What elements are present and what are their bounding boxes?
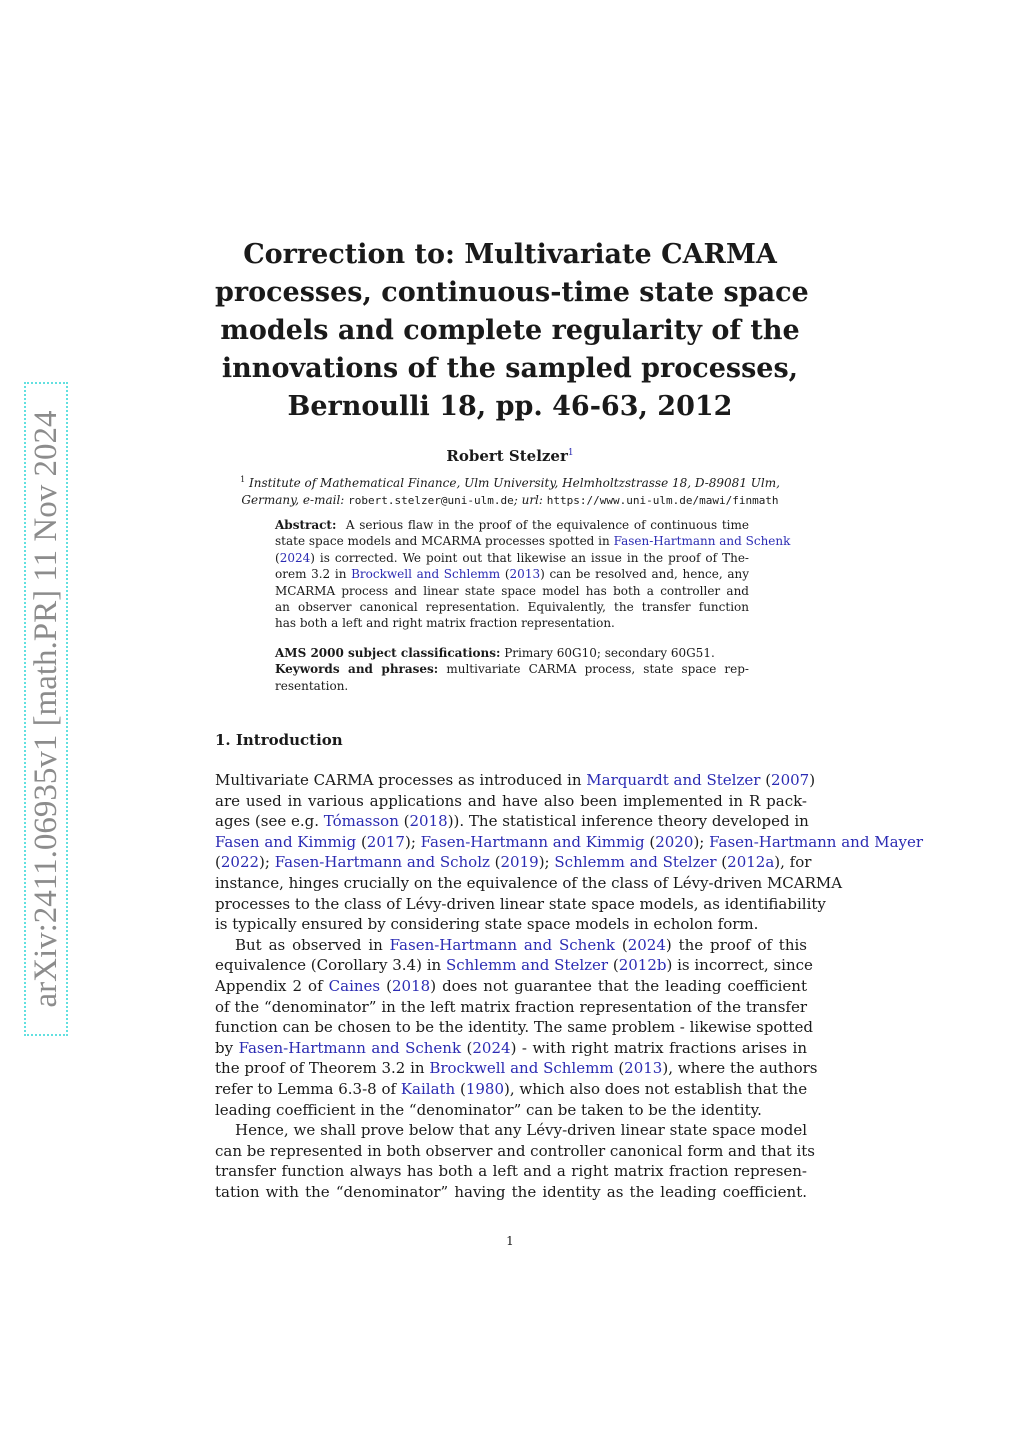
citation-year-link[interactable]: 1980 <box>465 1079 505 1098</box>
citation-link[interactable]: Fasen-Hartmann and Schenk <box>613 534 791 549</box>
citation-year-link[interactable]: 2019 <box>500 853 539 872</box>
affiliation-marker: 1 <box>240 475 246 484</box>
paper-title <box>215 236 809 426</box>
body-text: ); <box>259 853 275 872</box>
abstract-label: Abstract: <box>275 518 337 532</box>
citation-link[interactable]: Caines <box>328 976 381 995</box>
body-text: ); <box>538 853 555 872</box>
citation-link[interactable]: Fasen-Hartmann and Schenk <box>238 1038 462 1057</box>
author-affiliation-marker[interactable]: 1 <box>567 448 574 458</box>
body-text: can be represented in both observer and controller canonical form and that its <box>215 1141 815 1160</box>
citation-year-link[interactable]: 2012b <box>618 956 667 975</box>
author <box>215 443 805 466</box>
abstract-text: an observer canonical representation. Equivalently, the transfer function <box>275 600 749 615</box>
citation-link[interactable]: Fasen and Kimmig <box>215 832 357 851</box>
body-text: ( <box>716 853 728 872</box>
body-text: ( <box>455 1079 466 1098</box>
body-text: Multivariate CARMA processes as introduced in <box>215 771 587 789</box>
body-text: )). The statistical inference theory developed in <box>447 812 809 831</box>
title-line: innovations of the sampled processes, <box>221 353 799 384</box>
abstract-text: state space models and MCARMA processes spotted in <box>275 534 614 549</box>
citation-year-link[interactable]: 2018 <box>409 812 448 831</box>
keywords-label: Keywords and phrases: <box>275 662 439 677</box>
keywords-value: multivariate CARMA process, state space rep- <box>438 662 749 677</box>
body-text: ) does not guarantee that the leading coefficient <box>430 976 807 995</box>
body-text: ( <box>489 853 501 872</box>
citation-year-link[interactable]: 2007 <box>771 771 810 789</box>
body-text: Appendix 2 of <box>215 976 329 995</box>
citation-year-link[interactable]: 2022 <box>220 853 260 872</box>
body-text: leading coefficient in the “denominator” can be taken to be the identity. <box>215 1100 762 1119</box>
affiliation-line: Institute of Mathematical Finance, Ulm University, Helmholtzstrasse 18, D-89081 Ulm, <box>248 476 780 490</box>
citation-link[interactable]: Tómasson <box>323 812 399 831</box>
body-text: ); <box>693 832 710 851</box>
citation-year-link[interactable]: 2018 <box>392 976 431 995</box>
body-text: ( <box>356 832 367 851</box>
keywords-value: resentation. <box>275 678 349 693</box>
citation-year-link[interactable]: 2012a <box>727 853 775 872</box>
title-line: models and complete regularity of the <box>220 315 800 346</box>
body-text: refer to Lemma 6.3-8 of <box>215 1079 401 1098</box>
abstract <box>275 517 791 632</box>
title-line: Bernoulli 18, pp. 46-63, 2012 <box>287 391 733 422</box>
body-text: tation with the “denominator” having the identity as the leading coefficient. <box>215 1182 807 1201</box>
affiliation <box>215 471 805 509</box>
body-text: is typically ensured by considering state space models in echolon form. <box>215 915 759 934</box>
body-text: the proof of Theorem 3.2 in <box>215 1059 430 1078</box>
author-email-link[interactable]: robert.stelzer@uni-ulm.de <box>348 494 514 507</box>
citation-link[interactable]: Fasen-Hartmann and Mayer <box>709 832 924 851</box>
body-text: instance, hinges crucially on the equivalence of the class of Lévy-driven MCARMA <box>215 873 843 892</box>
citation-link[interactable]: Marquardt and Stelzer <box>586 771 761 789</box>
body-text: ); <box>404 832 421 851</box>
body-text: ), which also does not establish that the <box>504 1079 808 1098</box>
body-text: ( <box>608 956 619 975</box>
body-text: processes to the class of Lévy-driven linear state space models, as identifiability <box>215 894 826 913</box>
body-text: ) is incorrect, since <box>666 956 813 975</box>
body-text: ( <box>380 976 392 995</box>
body-text: ( <box>644 832 656 851</box>
body-text: ( <box>760 771 772 789</box>
citation-link[interactable]: Fasen-Hartmann and Kimmig <box>420 832 645 851</box>
body-text: But as observed in <box>235 935 390 954</box>
page-number: 1 <box>506 1234 514 1248</box>
body-text: function can be chosen to be the identity. The same problem - likewise spotted <box>215 1018 814 1037</box>
abstract-text: ( <box>500 567 510 582</box>
title-line: Correction to: Multivariate CARMA <box>243 239 777 270</box>
body-text: ), where the authors <box>662 1059 818 1078</box>
abstract-text: ) is corrected. We point out that likewise an issue in the proof of The- <box>310 550 749 565</box>
citation-year-link[interactable]: 2013 <box>624 1059 663 1078</box>
body-text: ), for <box>774 853 812 872</box>
body-text: by <box>215 1038 239 1057</box>
citation-year-link[interactable]: 2017 <box>366 832 405 851</box>
affiliation-email-label: Germany, e-mail: <box>241 493 349 507</box>
body-text: ( <box>461 1038 473 1057</box>
citation-link[interactable]: Schlemm and Stelzer <box>445 956 609 975</box>
citation-year-link[interactable]: 2024 <box>627 935 666 954</box>
abstract-text: MCARMA process and linear state space model has both a controller and <box>275 583 749 598</box>
citation-link[interactable]: Brockwell and Schlemm <box>429 1059 614 1078</box>
affiliation-url-label: ; url: <box>513 493 547 507</box>
abstract-text: has both a left and right matrix fraction representation. <box>275 616 615 631</box>
body-text: ( <box>215 853 221 872</box>
citation-link[interactable]: Schlemm and Stelzer <box>554 853 717 872</box>
body-text: equivalence (Corollary 3.4) in <box>215 956 446 975</box>
citation-link[interactable]: Kailath <box>400 1079 456 1098</box>
ams-value: Primary 60G10; secondary 60G51. <box>500 646 715 660</box>
abstract-text: A serious flaw in the proof of the equivalence of continuous time <box>345 518 749 532</box>
body-text: ( <box>613 1059 625 1078</box>
title-line: processes, continuous-time state space <box>215 277 809 308</box>
body-text: ) - with right matrix fractions arises in <box>510 1038 807 1057</box>
citation-year-link[interactable]: 2024 <box>279 550 311 565</box>
author-url-link[interactable]: https://www.uni-ulm.de/mawi/finmath <box>546 494 779 507</box>
body-text: of the “denominator” in the left matrix fraction representation of the transfer <box>215 997 807 1016</box>
citation-link[interactable]: Fasen-Hartmann and Scholz <box>274 853 490 872</box>
body-text: ( <box>614 935 628 954</box>
body-text: ) the proof of this <box>665 935 807 954</box>
citation-year-link[interactable]: 2013 <box>509 567 541 582</box>
body-text: Hence, we shall prove below that any Lévy-driven linear state space model <box>235 1121 807 1140</box>
abstract-text: ( <box>275 550 280 565</box>
section-heading-introduction: 1. Introduction <box>215 731 343 749</box>
citation-year-link[interactable]: 2024 <box>472 1038 511 1057</box>
citation-year-link[interactable]: 2020 <box>655 832 694 851</box>
citation-link[interactable]: Fasen-Hartmann and Schenk <box>389 935 615 954</box>
body-text: transfer function always has both a left and a right matrix fraction represen- <box>215 1162 807 1181</box>
body-text: ) <box>809 771 816 789</box>
classifications <box>275 645 749 694</box>
citation-link[interactable]: Brockwell and Schlemm <box>351 567 501 582</box>
body-text: ages (see e.g. <box>215 812 324 831</box>
introduction-body <box>215 770 924 1202</box>
author-name: Robert Stelzer <box>446 447 568 465</box>
body-text: are used in various applications and have also been implemented in R pack- <box>215 791 807 810</box>
abstract-text: orem 3.2 in <box>275 567 352 582</box>
ams-label: AMS 2000 subject classifications: <box>275 646 501 660</box>
abstract-text: ) can be resolved and, hence, any <box>540 567 750 582</box>
arxiv-sidebar-stamp: arXiv:2411.06935v1 [math.PR] 11 Nov 2024 <box>24 382 68 1036</box>
body-text: ( <box>398 812 410 831</box>
